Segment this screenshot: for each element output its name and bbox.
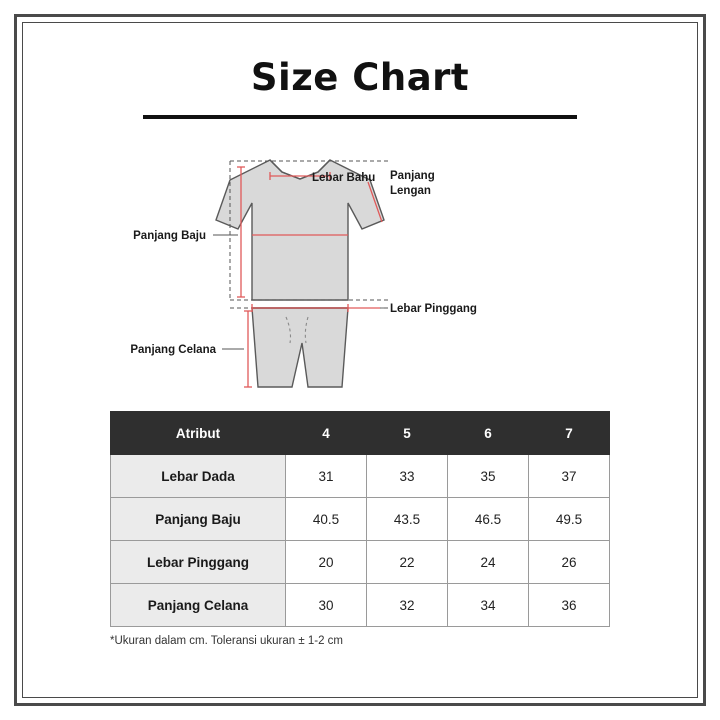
shorts-shape <box>252 308 348 387</box>
cell-value: 33 <box>367 455 448 498</box>
label-sleeve-length-line2: Lengan <box>390 185 431 197</box>
cell-value: 40.5 <box>286 498 367 541</box>
table-row <box>111 541 610 584</box>
cell-value: 43.5 <box>367 498 448 541</box>
label-shirt-length: Panjang Baju <box>133 230 206 242</box>
header-size-5: 5 <box>367 412 448 455</box>
table-header-row <box>111 412 610 455</box>
cell-value: 22 <box>367 541 448 584</box>
size-table <box>110 411 610 627</box>
header-attribute: Atribut <box>111 412 286 455</box>
cell-value: 49.5 <box>529 498 610 541</box>
cell-value: 24 <box>448 541 529 584</box>
measurement-footnote: *Ukuran dalam cm. Toleransi ukuran ± 1-2 cm <box>110 635 343 647</box>
label-pants-length: Panjang Celana <box>130 344 216 356</box>
row-attribute: Lebar Pinggang <box>111 541 286 584</box>
row-attribute: Panjang Celana <box>111 584 286 627</box>
cell-value: 26 <box>529 541 610 584</box>
title-divider <box>143 115 577 119</box>
table-row <box>111 584 610 627</box>
cell-value: 30 <box>286 584 367 627</box>
cell-value: 31 <box>286 455 367 498</box>
label-sleeve-length-line1: Panjang <box>390 170 435 182</box>
cell-value: 37 <box>529 455 610 498</box>
cell-value: 34 <box>448 584 529 627</box>
content-area <box>40 36 680 684</box>
row-attribute: Panjang Baju <box>111 498 286 541</box>
table-row <box>111 455 610 498</box>
cell-value: 46.5 <box>448 498 529 541</box>
header-size-4: 4 <box>286 412 367 455</box>
label-shoulder-width: Lebar Bahu <box>312 172 376 184</box>
header-size-6: 6 <box>448 412 529 455</box>
cell-value: 20 <box>286 541 367 584</box>
cell-value: 35 <box>448 455 529 498</box>
cell-value: 32 <box>367 584 448 627</box>
label-waist-width: Lebar Pinggang <box>390 303 477 315</box>
cell-value: 36 <box>529 584 610 627</box>
size-table-body <box>111 455 610 627</box>
garment-diagram-svg <box>80 125 640 405</box>
row-attribute: Lebar Dada <box>111 455 286 498</box>
size-table-head <box>111 412 610 455</box>
page-title: Size Chart <box>250 56 470 99</box>
table-row <box>111 498 610 541</box>
header-size-7: 7 <box>529 412 610 455</box>
garment-illustration <box>40 125 680 405</box>
